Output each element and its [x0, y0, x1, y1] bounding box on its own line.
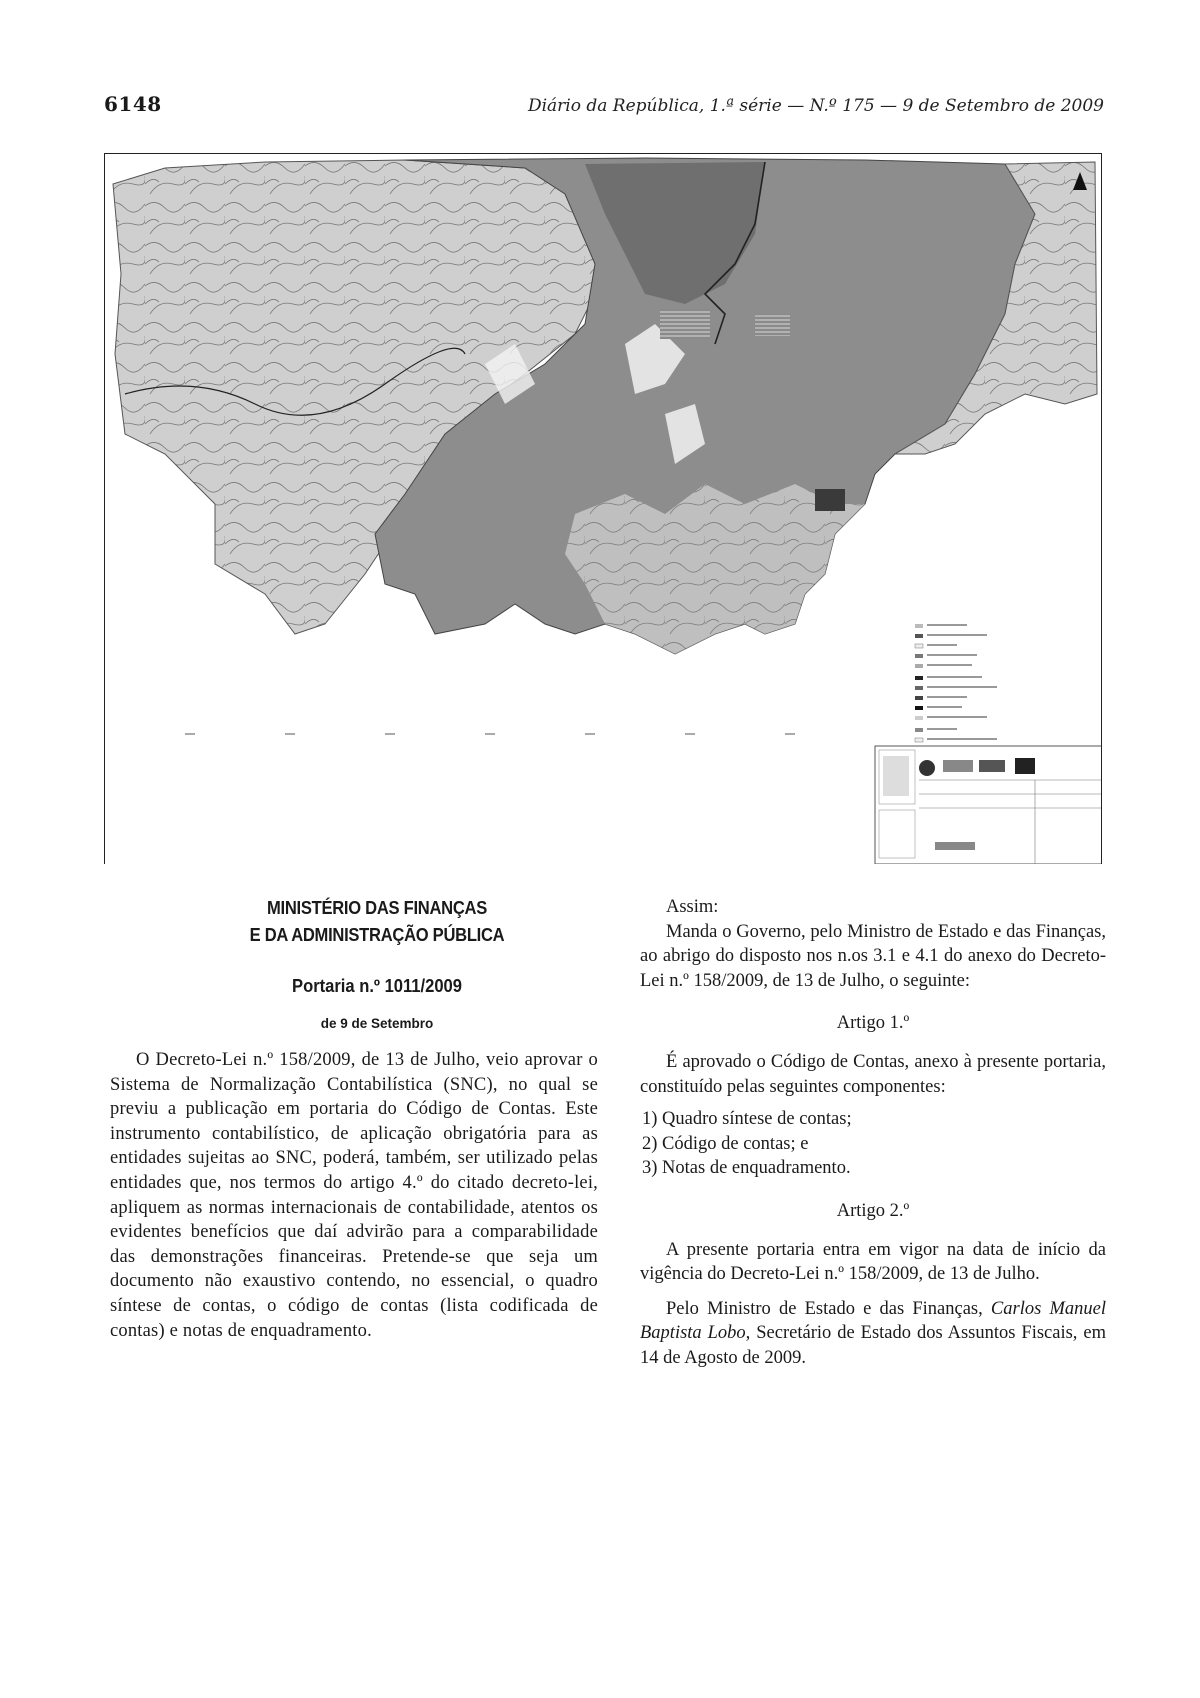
- map-figure: [104, 153, 1102, 864]
- map-image: [105, 154, 1101, 864]
- components-list: [640, 1107, 1106, 1181]
- map-legend: [915, 624, 997, 742]
- ministry-title-line2: E DA ADMINISTRAÇÃO PÚBLICA: [249, 925, 505, 945]
- signature-pre: Pelo Ministro de Estado e das Finanças,: [666, 1298, 991, 1319]
- artigo-1-heading: Artigo 1.º: [836, 1013, 910, 1034]
- artigo-2-text: A presente portaria entra em vigor na data de início da vigência do Decreto-Lei n.º 158/2009, de 13 de Julho.: [640, 1239, 1106, 1285]
- preamble-paragraph: O Decreto-Lei n.º 158/2009, de 13 de Julho, veio aprovar o Sistema de Normalização Contabilística (SNC), no qual se previu a publicação em portaria do Código de Contas. Este instrumento contabilístico, de aplicação obrigatória para as entidades sujeitas ao SNC, poderá, também, ser utilizado pelas entidades que, nos termos do artigo 4.º do citado decreto-lei, apliquem as normas internacionais de contabilidade, atentos os evidentes benefícios que daí advirão para a comparabilidade das demonstrações financeiras. Pretende-se que seja um documento não exaustivo contendo, no essencial, o quadro síntese de contas, o código de contas (lista codificada de contas) e notas de enquadramento.: [110, 1050, 598, 1341]
- list-item: 2) Código de contas; e: [642, 1133, 809, 1154]
- list-item: 3) Notas de enquadramento.: [642, 1158, 851, 1179]
- list-item: 1) Quadro síntese de contas;: [642, 1109, 852, 1130]
- right-column: [640, 895, 1106, 1371]
- signature-paragraph: [640, 1297, 1106, 1371]
- assim-line: Assim:: [666, 897, 719, 917]
- portaria-date: de 9 de Setembro: [320, 1016, 434, 1031]
- ministry-title-line1: MINISTÉRIO DAS FINANÇAS: [267, 898, 487, 918]
- signature-post: Secretário de Estado dos Assuntos Fiscais, em 14 de Agosto de 2009.: [640, 1323, 1106, 1368]
- map-title-block: [875, 746, 1101, 864]
- page-number: 6148: [104, 92, 162, 116]
- artigo-1-text: É aprovado o Código de Contas, anexo à presente portaria, constituído pelas seguintes componentes:: [640, 1051, 1106, 1097]
- left-column: [110, 895, 598, 1343]
- manda-paragraph: Manda o Governo, pelo Ministro de Estado e das Finanças, ao abrigo do disposto nos n.os 3.1 e 4.1 do anexo do Decreto-Lei n.º 158/2009, de 13 de Julho, o seguinte:: [640, 921, 1106, 991]
- running-header: Diário da República, 1.ª série — N.º 175 — 9 de Setembro de 2009: [527, 96, 1104, 116]
- portaria-title: Portaria n.º 1011/2009: [292, 976, 462, 996]
- signatory-name: Carlos Manuel Baptista Lobo,: [640, 1298, 1106, 1344]
- artigo-2-heading: Artigo 2.º: [836, 1200, 910, 1221]
